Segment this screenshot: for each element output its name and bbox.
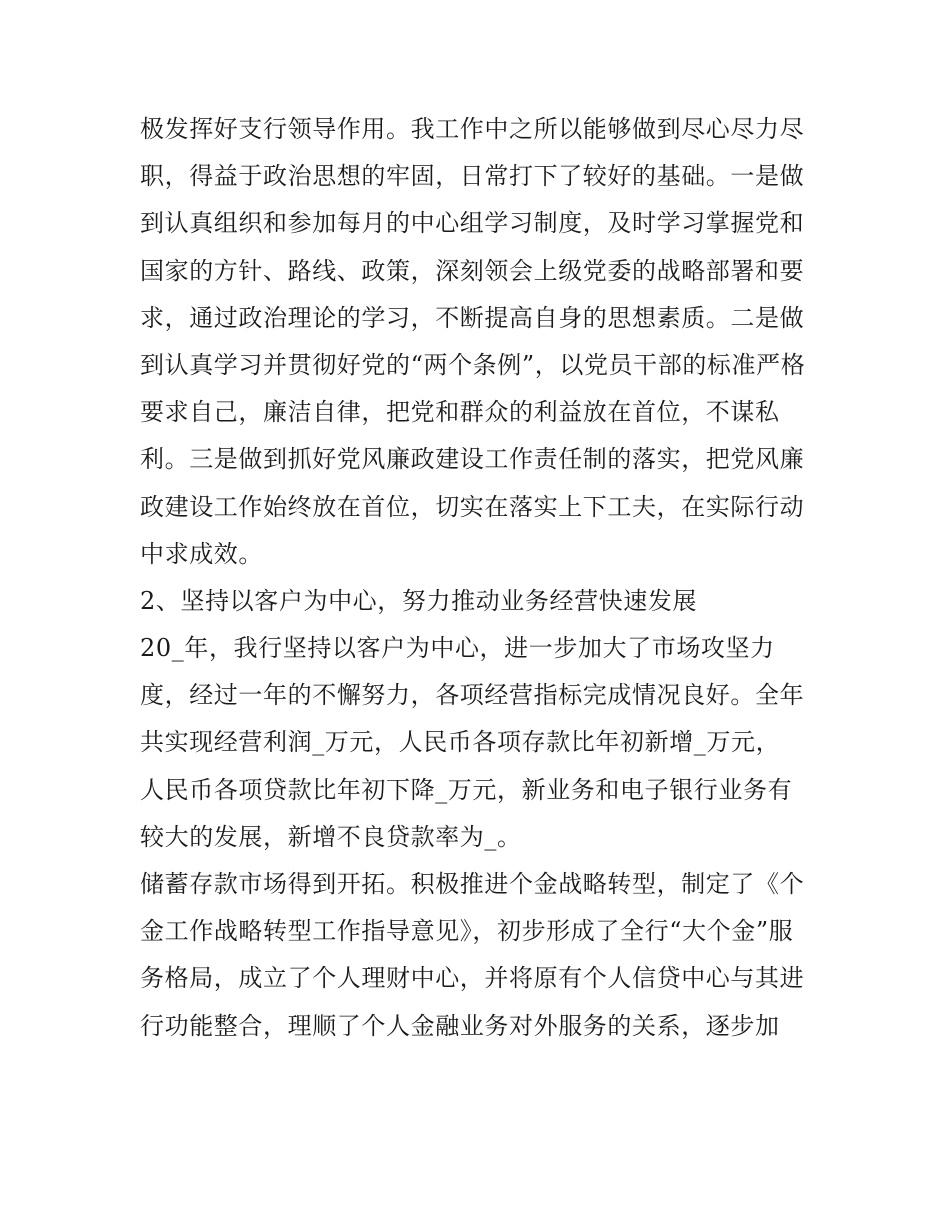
text-line: 国家的方针、路线、政策，深刻领会上级党委的战略部署和要 (140, 256, 805, 285)
text-line: 利。三是做到抓好党风廉政建设工作责任制的落实，把党风廉 (140, 445, 805, 474)
text-line: 到认真学习并贯彻好党的“两个条例”，以党员干部的标准严格 (140, 350, 806, 379)
text-line: 求，通过政治理论的学习，不断提高自身的思想素质。二是做 (140, 303, 805, 332)
text-line: 政建设工作始终放在首位，切实在落实上下工夫，在实际行动 (140, 492, 805, 521)
text-line: 金工作战略转型工作指导意见》，初步形成了全行“大个金”服 (140, 917, 794, 946)
document-body (140, 106, 820, 1050)
text-line: 共实现经营利润_万元，人民币各项存款比年初新增_万元， (140, 728, 781, 757)
text-line: 度，经过一年的不懈努力，各项经营指标完成情况良好。全年 (140, 681, 805, 710)
text-line: 极发挥好支行领导作用。我工作中之所以能够做到尽心尽力尽 (140, 115, 805, 143)
text-line: 人民币各项贷款比年初下降_万元，新业务和电子银行业务有 (140, 775, 793, 804)
text-line: 到认真组织和参加每月的中心组学习制度，及时学习掌握党和 (140, 209, 805, 238)
text-line: 较大的发展，新增不良贷款率为_。 (140, 822, 522, 851)
text-line: 职，得益于政治思想的牢固，日常打下了较好的基础。一是做 (140, 162, 805, 191)
text-line: 中求成效。 (140, 539, 263, 568)
text-line: 要求自己，廉洁自律，把党和群众的利益放在首位，不谋私 (140, 398, 780, 427)
section-heading: 2、坚持以客户为中心，努力推动业务经营快速发展 (140, 586, 698, 615)
text-line: 储蓄存款市场得到开拓。积极推进个金战略转型，制定了《个 (140, 870, 805, 898)
text-line: 行功能整合，理顺了个人金融业务对外服务的关系，逐步加 (140, 1011, 780, 1040)
text-line: 务格局，成立了个人理财中心，并将原有个人信贷中心与其进 (140, 964, 805, 993)
text-line: 20_年，我行坚持以客户为中心，进一步加大了市场攻坚力 (140, 634, 775, 663)
